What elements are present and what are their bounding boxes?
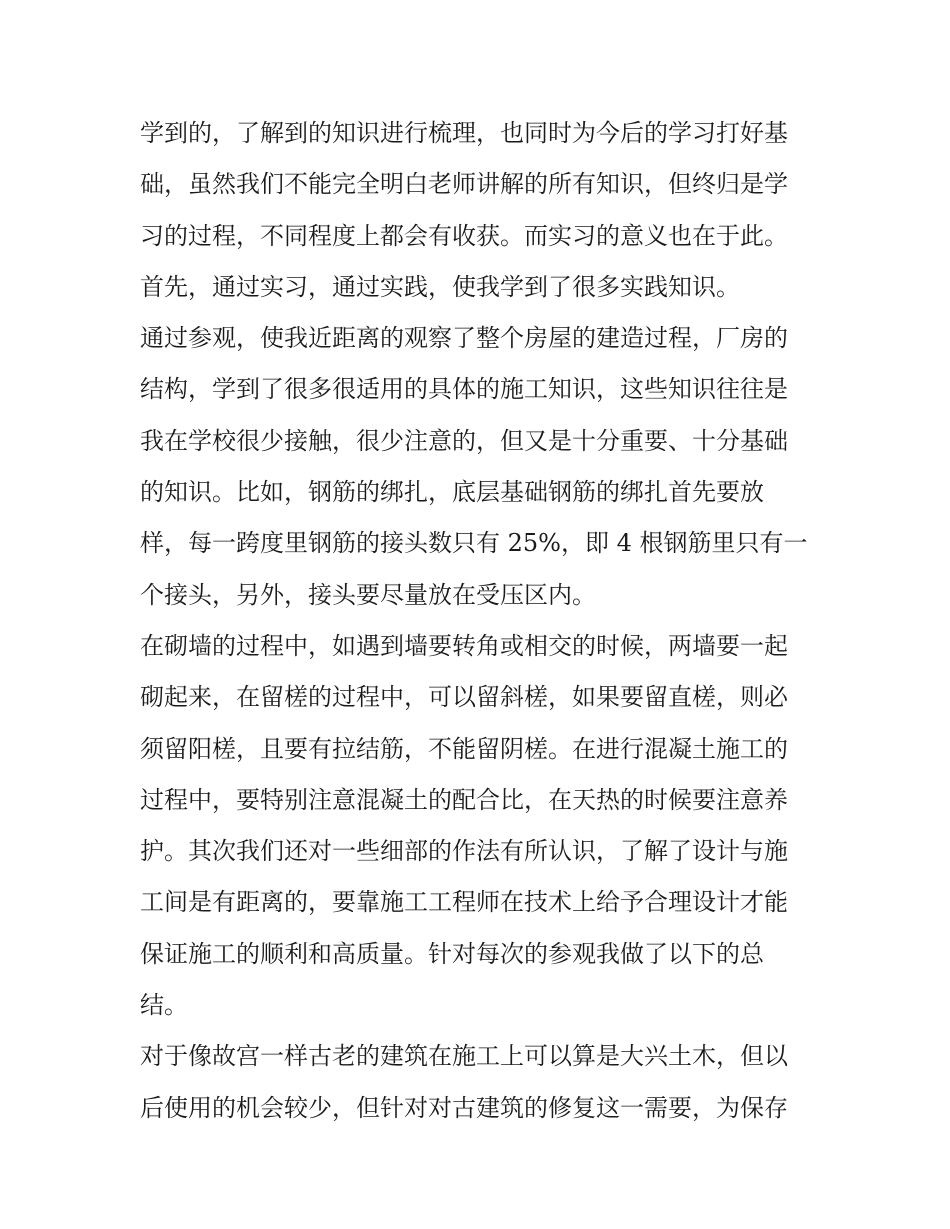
text-line: 砌起来，在留槎的过程中，可以留斜槎，如果要留直槎，则必 bbox=[140, 683, 788, 712]
text-line: 学到的，了解到的知识进行梳理，也同时为今后的学习打好基 bbox=[140, 119, 788, 147]
text-line: 对于像故宫一样古老的建筑在施工上可以算是大兴土木，但以 bbox=[140, 1042, 788, 1071]
text-line: 个接头，另外，接头要尽量放在受压区内。 bbox=[140, 580, 596, 609]
text-line: 首先，通过实习，通过实践，使我学到了很多实践知识。 bbox=[140, 272, 740, 301]
text-line: 过程中，要特别注意混凝土的配合比，在天热的时候要注意养 bbox=[140, 785, 788, 814]
body-text bbox=[140, 108, 820, 1134]
text-line: 结。 bbox=[140, 991, 188, 1020]
text-line: 护。其次我们还对一些细部的作法有所认识，了解了设计与施 bbox=[140, 837, 788, 866]
text-line: 结构，学到了很多很适用的具体的施工知识，这些知识往往是 bbox=[140, 375, 788, 404]
text-line: 的知识。比如，钢筋的绑扎，底层基础钢筋的绑扎首先要放 bbox=[140, 478, 764, 507]
text-line: 习的过程，不同程度上都会有收获。而实习的意义也在于此。 bbox=[140, 221, 788, 250]
text-line: 样，每一跨度里钢筋的接头数只有 25%，即 4 根钢筋里只有一 bbox=[140, 529, 808, 558]
text-line: 后使用的机会较少，但针对对古建筑的修复这一需要，为保存 bbox=[140, 1093, 788, 1122]
text-line: 保证施工的顺利和高质量。针对每次的参观我做了以下的总 bbox=[140, 939, 764, 968]
text-line: 须留阳槎，且要有拉结筋，不能留阴槎。在进行混凝土施工的 bbox=[140, 734, 788, 763]
text-line: 础，虽然我们不能完全明白老师讲解的所有知识，但终归是学 bbox=[140, 170, 788, 199]
text-line: 通过参观，使我近距离的观察了整个房屋的建造过程，厂房的 bbox=[140, 324, 788, 353]
text-line: 在砌墙的过程中，如遇到墙要转角或相交的时候，两墙要一起 bbox=[140, 631, 788, 660]
text-line: 工间是有距离的，要靠施工工程师在技术上给予合理设计才能 bbox=[140, 888, 788, 917]
text-line: 我在学校很少接触，很少注意的，但又是十分重要、十分基础 bbox=[140, 426, 788, 455]
